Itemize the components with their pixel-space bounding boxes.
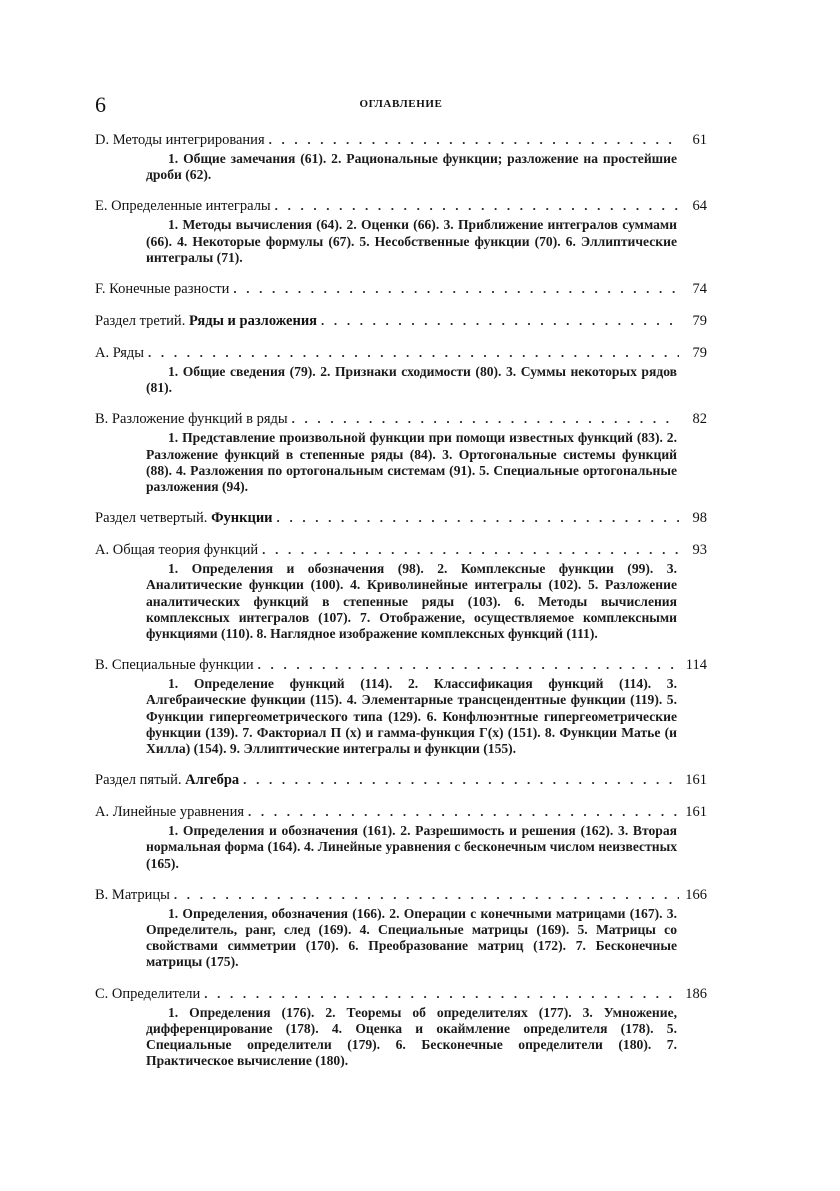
toc-part-entry: [95, 312, 707, 330]
toc-entry-line: [95, 509, 707, 527]
toc-entry: [95, 803, 707, 872]
dot-leader: [248, 803, 679, 821]
toc-entry-subsections: 1. Определение функций (114). 2. Классификация функций (114). 3. Алгебраические функции (115). 4. Элементарные трансцендентные функции (119). 5. Функции гипергеометрического типа (129). 6. Конфлюэнтные гипергеометрические функции (139). 7. Факториал Π (x) и гамма-функция Γ(x) (151). 8. Функции Матье (и Хилла) (154). 9. Эллиптические интегралы и функции (155).: [146, 676, 677, 757]
toc-page-number: 93: [692, 542, 707, 559]
toc-entry-subsections: 1. Общие замечания (61). 2. Рациональные функции; разложение на простейшие дроби (62).: [146, 151, 677, 183]
dot-leader: [292, 410, 679, 428]
toc-entry: [95, 197, 707, 266]
toc-entry-line: [95, 656, 707, 674]
part-prefix: Раздел третий.: [95, 313, 186, 330]
toc-page-number: 114: [685, 657, 707, 674]
toc-entry-title: C. Определители: [95, 985, 201, 1002]
dot-leader: [277, 509, 679, 527]
page-number: 6: [95, 92, 106, 117]
toc-entry-line: [95, 312, 707, 330]
toc-entry-title: B. Специальные функции: [95, 657, 254, 674]
toc-entry-title: A. Линейные уравнения: [95, 804, 245, 821]
dot-leader: [275, 197, 679, 215]
toc-page-number: 161: [685, 804, 707, 821]
toc-entry-subsections: 1. Определения, обозначения (166). 2. Операции с конечными матрицами (167). 3. Определитель, ранг, след (169). 4. Специальные матрицы (169). 5. Матрицы со свойствами симметрии (170). 6. Преобразование матриц (172). 7. Бесконечные матрицы (175).: [146, 905, 677, 970]
toc-entry-title: B. Разложение функций в ряды: [95, 411, 288, 428]
toc-entry-subsections: 1. Методы вычисления (64). 2. Оценки (66). 3. Приближение интегралов суммами (66). 4. Некоторые формулы (67). 5. Несобственные функции (70). 6. Эллиптические интегралы (71).: [146, 217, 677, 265]
part-title: Функции: [211, 510, 273, 527]
dot-leader: [262, 541, 679, 559]
toc-entry: [95, 344, 707, 396]
toc-page-number: 64: [692, 198, 707, 215]
toc-entry-title: B. Матрицы: [95, 886, 170, 903]
toc-page-number: 82: [692, 411, 707, 428]
part-title: Алгебра: [185, 772, 240, 789]
dot-leader: [243, 771, 679, 789]
toc-entry-title: F. Конечные разности: [95, 281, 230, 298]
toc-entry-subsections: 1. Представление произвольной функции при помощи известных функций (83). 2. Разложение функций в степенные ряды (84). 3. Ортогональные системы функций (88). 4. Разложения по ортогональным системам (91). 5. Специальные ортогональные разложения (94).: [146, 430, 677, 495]
part-prefix: Раздел четвертый.: [95, 510, 208, 527]
page-header: [95, 94, 707, 116]
toc-entry: [95, 656, 707, 757]
toc-entry-title: [95, 509, 273, 527]
dot-leader: [233, 280, 679, 298]
toc-entry-title: A. Общая теория функций: [95, 542, 259, 559]
toc-page-number: 74: [692, 281, 707, 298]
toc-entry-subsections: 1. Общие сведения (79). 2. Признаки сходимости (80). 3. Суммы некоторых рядов (81).: [146, 364, 677, 396]
dot-leader: [148, 344, 679, 362]
toc-entry-line: [95, 280, 707, 298]
toc-entry: [95, 280, 707, 298]
toc-entry-title: E. Определенные интегралы: [95, 198, 271, 215]
toc-entry-subsections: 1. Определения и обозначения (161). 2. Разрешимость и решения (162). 3. Вторая нормальная форма (164). 4. Линейные уравнения с бесконечным числом неизвестных (165).: [146, 823, 677, 871]
dot-leader: [204, 985, 679, 1003]
toc-entry: [95, 410, 707, 495]
dot-leader: [321, 312, 679, 330]
toc-page-number: 79: [692, 345, 707, 362]
toc-entry-subsections: 1. Определения (176). 2. Теоремы об определителях (177). 3. Умножение, дифференцирование (178). 4. Оценка и окаймление определителя (178). 5. Специальные определители (179). 6. Бесконечные определители (180). 7. Практическое вычисление (180).: [146, 1004, 677, 1069]
toc-entry-title: [95, 771, 239, 789]
toc-entry: [95, 541, 707, 642]
toc-entry-title: D. Методы интегрирования: [95, 132, 265, 148]
toc-entry: [95, 985, 707, 1070]
table-of-contents: [95, 131, 707, 1084]
toc-entry-title: [95, 312, 317, 330]
toc-page-number: 98: [692, 510, 707, 527]
toc-entry-line: [95, 886, 707, 904]
toc-entry-line: [95, 197, 707, 215]
toc-page-number: 166: [685, 886, 707, 903]
toc-page-number: 161: [685, 772, 707, 789]
running-title: ОГЛАВЛЕНИЕ: [359, 98, 443, 110]
toc-page-number: 61: [692, 132, 707, 148]
part-prefix: Раздел пятый.: [95, 772, 182, 789]
toc-entry-line: [95, 803, 707, 821]
dot-leader: [174, 886, 679, 904]
toc-entry-title: A. Ряды: [95, 345, 145, 362]
toc-entry-line: [95, 985, 707, 1003]
toc-page-number: 79: [692, 313, 707, 330]
dot-leader: [269, 131, 679, 149]
toc-entry-subsections: 1. Определения и обозначения (98). 2. Комплексные функции (99). 3. Аналитические функции (100). 4. Криволинейные интегралы (102). 5. Разложение аналитических функций в степенные ряды (103). 6. Методы вычисления комплексных интегралов (107). 7. Отображение, осуществляемое комплексными функциями (110). 8. Наглядное изображение комплексных функций (111).: [146, 561, 677, 642]
toc-part-entry: [95, 509, 707, 527]
toc-entry-line: [95, 344, 707, 362]
toc-entry: [95, 886, 707, 971]
toc-entry-line: [95, 771, 707, 789]
part-title: Ряды и разложения: [188, 313, 318, 330]
toc-part-entry: [95, 771, 707, 789]
toc-entry-line: [95, 410, 707, 428]
toc-page-number: 186: [685, 985, 707, 1002]
toc-entry: [95, 131, 707, 183]
toc-entry-line: [95, 131, 707, 149]
toc-entry-line: [95, 541, 707, 559]
dot-leader: [258, 656, 679, 674]
